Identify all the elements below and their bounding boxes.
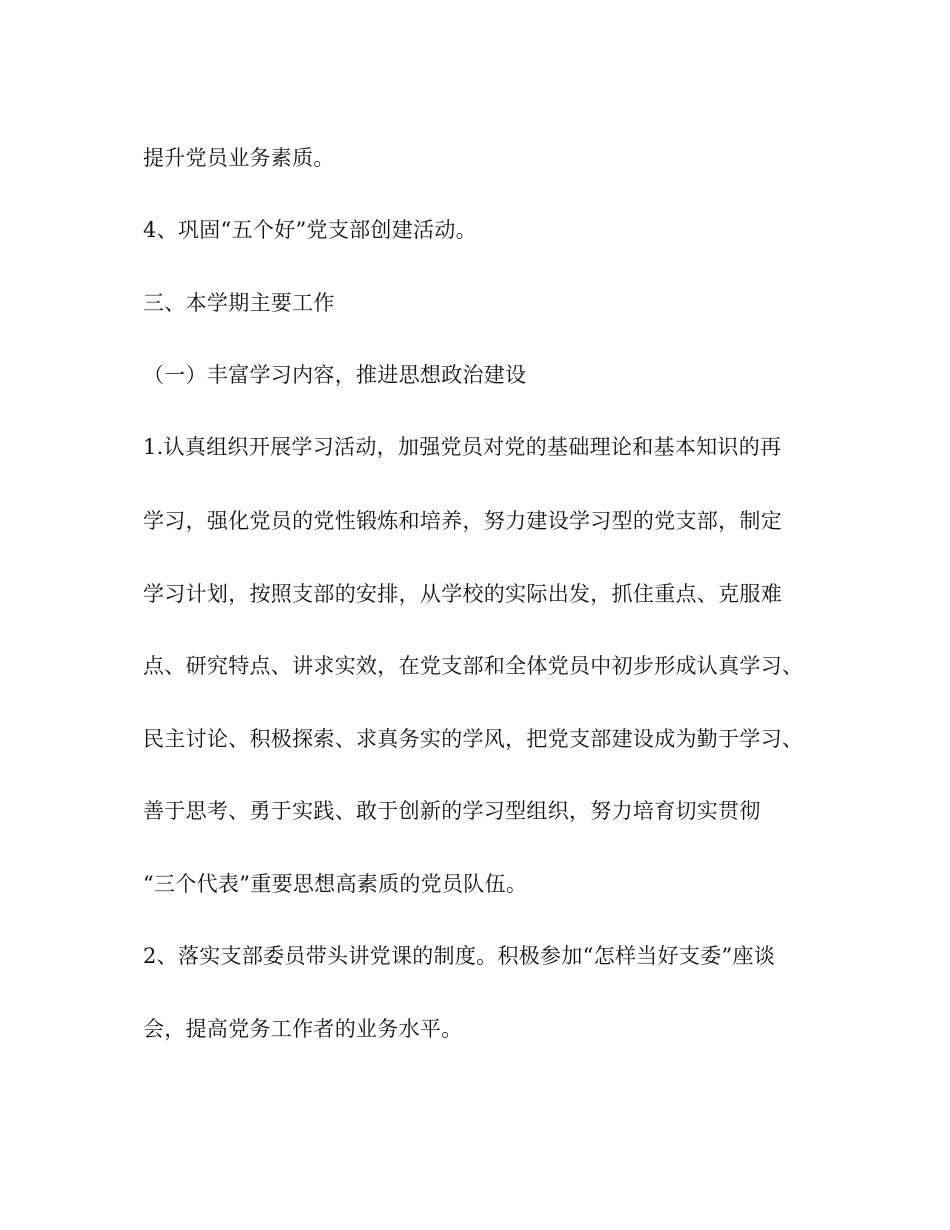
section-heading: 三、本学期主要工作	[143, 291, 335, 315]
paragraph-2-line-1: 2、落实支部委员带头讲党课的制度。积极参加“怎样当好支委”座谈	[143, 944, 776, 968]
text-line-item-4: 4、巩固“五个好”党支部创建活动。	[143, 218, 477, 242]
text-line-sentence-end: 提升党员业务素质。	[143, 146, 335, 170]
paragraph-2-line-2: 会，提高党务工作者的业务水平。	[143, 1017, 463, 1041]
paragraph-1-line-7: “三个代表”重要思想高素质的党员队伍。	[143, 872, 528, 896]
paragraph-1-line-4: 点、研究特点、讲求实效，在党支部和全体党员中初步形成认真学习、	[143, 654, 804, 678]
paragraph-1-line-6: 善于思考、勇于实践、敢于创新的学习型组织，努力培育切实贯彻	[143, 799, 761, 823]
paragraph-1-line-5: 民主讨论、积极探索、求真务实的学风，把党支部建设成为勤于学习、	[143, 727, 804, 751]
paragraph-1-line-3: 学习计划，按照支部的安排，从学校的实际出发，抓住重点、克服难	[143, 582, 782, 606]
paragraph-1-line-1: 1.认真组织开展学习活动，加强党员对党的基础理论和基本知识的再	[143, 435, 782, 459]
subsection-heading: （一）丰富学习内容，推进思想政治建设	[143, 363, 527, 387]
paragraph-1-line-2: 学习，强化党员的党性锻炼和培养，努力建设学习型的党支部，制定	[143, 509, 782, 533]
